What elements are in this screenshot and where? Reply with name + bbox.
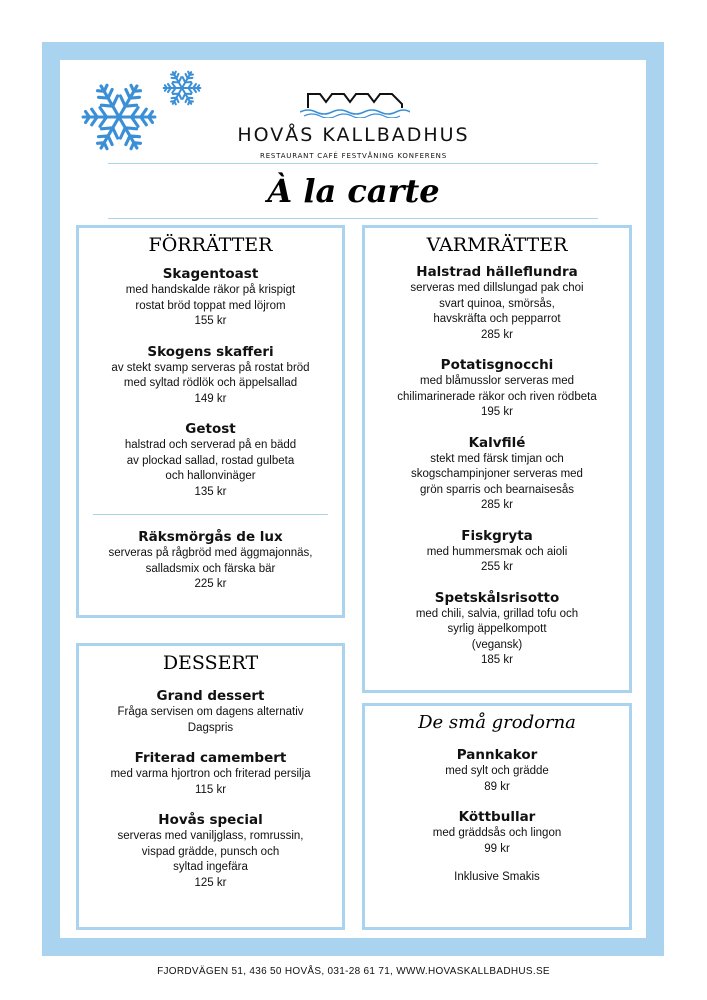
menu-item xyxy=(365,357,629,421)
dish-price: 99 kr xyxy=(484,842,510,855)
dish-description: salladsmix och färska bär xyxy=(145,562,276,575)
dish-price: 135 kr xyxy=(194,485,227,498)
section-heading: DESSERT xyxy=(162,652,259,674)
menu-item xyxy=(365,264,629,343)
starters-list xyxy=(79,266,342,593)
dish-price: 255 kr xyxy=(481,561,513,573)
brand-tagline: RESTAURANT CAFÉ FESTVÅNING KONFERENS xyxy=(260,152,447,160)
brand-name: HOVÅS KALLBADHUS xyxy=(237,124,470,146)
dish-price: Dagspris xyxy=(187,721,234,734)
dish-description: rostat bröd toppat med löjrom xyxy=(135,299,286,312)
dish-description: serveras med vaniljglass, romrussin, xyxy=(117,830,304,842)
menu-item xyxy=(365,590,629,669)
dish-price: 125 kr xyxy=(194,876,227,889)
dish-description: med chili, salvia, grillad tofu och xyxy=(415,607,579,620)
bathhouse-logo-icon xyxy=(300,88,410,118)
dish-description: och hallonvinäger xyxy=(165,470,256,482)
dish-description: skogschampinjoner serveras med xyxy=(411,468,583,480)
dish-name: Kalvfilé xyxy=(468,434,526,451)
dish-description: syrlig äppelkompott xyxy=(447,623,547,635)
dish-description: av plockad sallad, rostad gulbeta xyxy=(126,454,295,467)
menu-item xyxy=(365,809,629,857)
dish-description: halstrad och serverad på en bädd xyxy=(124,439,297,451)
dish-description: med gräddsås och lingon xyxy=(432,827,562,839)
dish-name: Potatisgnocchi xyxy=(440,357,554,373)
snowflake-icon xyxy=(162,68,202,108)
footer-address: FJORDVÄGEN 51, 436 50 HOVÅS, 031-28 61 71, WWW.HOVASKALLBADHUS.SE xyxy=(157,966,550,977)
dessert-section xyxy=(76,643,345,930)
section-heading: VARMRÄTTER xyxy=(426,234,568,256)
dish-name: Skagentoast xyxy=(162,266,259,282)
dish-name: Grand dessert xyxy=(156,688,265,704)
dish-description: stekt med färsk timjan och xyxy=(430,452,564,465)
dish-description: med sylt och grädde xyxy=(445,765,549,777)
dish-price: 285 kr xyxy=(481,499,513,511)
menu-item xyxy=(79,812,342,891)
dessert-list xyxy=(79,688,342,891)
dish-price: 89 kr xyxy=(484,780,510,793)
dish-description: med blåmusslor serveras med xyxy=(419,375,575,387)
starters-section xyxy=(76,225,345,618)
page-title: À la carte xyxy=(267,172,440,210)
dish-description: syltad ingefära xyxy=(173,861,248,873)
dish-description: med syltad rödlök och äppelsallad xyxy=(123,377,298,389)
dish-price: 115 kr xyxy=(194,783,227,796)
menu-item xyxy=(79,750,342,798)
section-heading: De små grodorna xyxy=(418,712,576,733)
dish-price: 155 kr xyxy=(194,315,227,327)
dish-description: chilimarinerade räkor och riven rödbeta xyxy=(397,390,597,403)
dish-description: av stekt svamp serveras på rostat bröd xyxy=(111,361,310,374)
dish-price: 225 kr xyxy=(194,578,227,590)
menu-item xyxy=(365,747,629,795)
dish-price: 149 kr xyxy=(194,392,227,405)
menu-item xyxy=(79,266,342,330)
dish-price: 285 kr xyxy=(481,328,513,341)
dish-description: med varma hjortron och friterad persilja xyxy=(110,768,311,780)
dish-name: Räksmörgås de lux xyxy=(138,529,283,545)
dish-description: med hummersmak och aioli xyxy=(426,545,568,558)
section-heading: FÖRRÄTTER xyxy=(148,234,273,256)
dish-description: med handskalde räkor på krispigt xyxy=(125,284,296,296)
kids-section xyxy=(362,703,632,930)
dish-description: havskräfta och pepparrot xyxy=(433,313,561,325)
menu-item xyxy=(365,435,629,514)
dish-name: Getost xyxy=(185,421,236,437)
dish-name: Köttbullar xyxy=(458,809,536,825)
dish-name: Fiskgryta xyxy=(461,527,533,544)
dish-price: 185 kr xyxy=(481,654,513,666)
kids-list xyxy=(365,747,629,857)
menu-item xyxy=(79,421,342,500)
dish-name: Hovås special xyxy=(158,812,263,828)
dish-description: grön sparris och bearnaisesås xyxy=(419,483,575,496)
divider xyxy=(108,218,598,219)
dish-description: (vegansk) xyxy=(471,638,523,651)
section-divider xyxy=(93,514,328,515)
dish-name: Skogens skafferi xyxy=(147,343,274,360)
kids-note: Inklusive Smakis xyxy=(454,871,540,883)
dish-description: serveras med dillslungad pak choi xyxy=(410,282,584,294)
dish-name: Halstrad hälleflundra xyxy=(416,264,578,280)
dish-description: svart quinoa, smörsås, xyxy=(439,297,555,310)
divider xyxy=(108,163,598,164)
dish-name: Friterad camembert xyxy=(134,750,287,766)
dish-description: vispad grädde, punsch och xyxy=(141,845,280,858)
mains-section xyxy=(362,225,632,693)
menu-item xyxy=(79,344,342,408)
dish-name: Spetskålsrisotto xyxy=(434,589,560,606)
dish-description: serveras på rågbröd med äggmajonnäs, xyxy=(108,547,313,559)
mains-list xyxy=(365,264,629,669)
menu-item xyxy=(79,529,342,593)
menu-item xyxy=(79,688,342,736)
dish-name: Pannkakor xyxy=(456,747,538,763)
dish-price: 195 kr xyxy=(481,406,513,418)
dish-description: Fråga servisen om dagens alternativ xyxy=(117,706,304,718)
menu-item xyxy=(365,528,629,576)
